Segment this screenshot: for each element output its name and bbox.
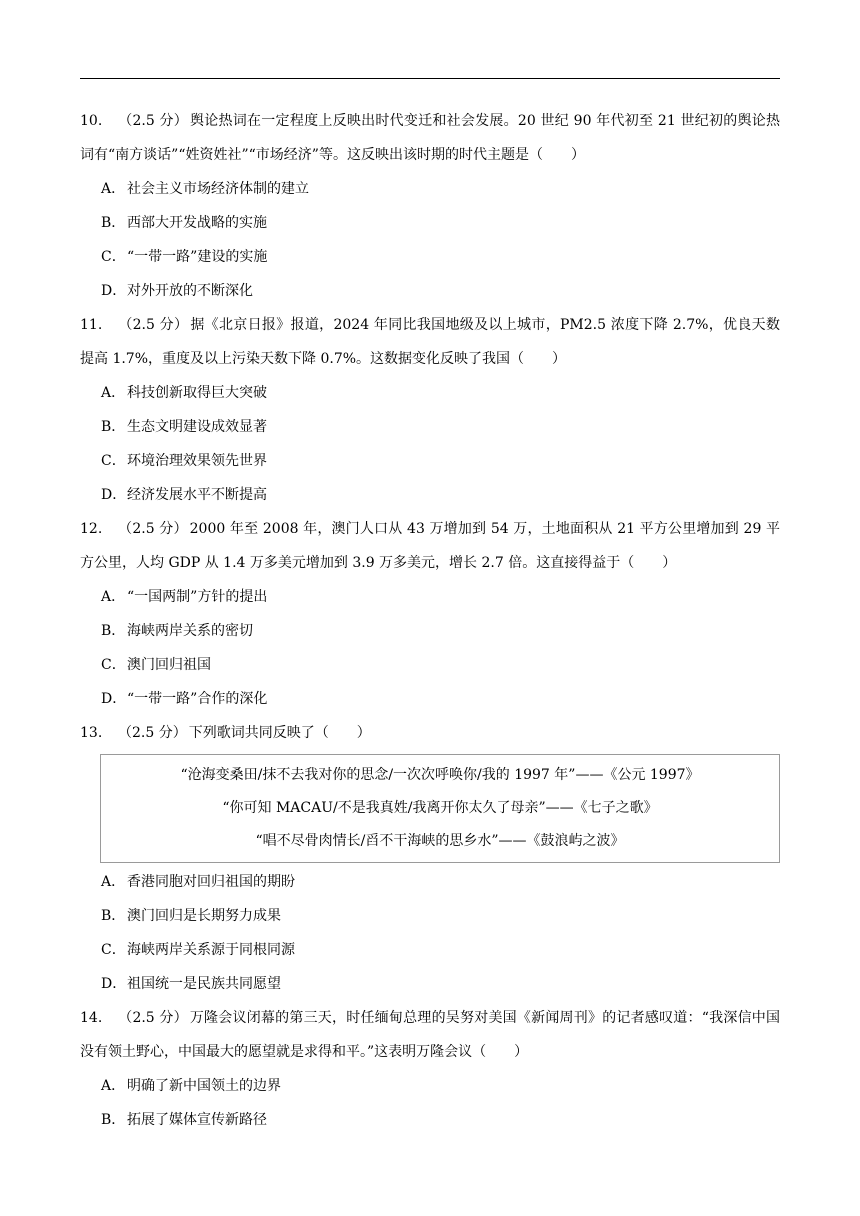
option-letter: C．: [101, 249, 126, 265]
lyric-line: “唱不尽骨肉情长/舀不干海峡的思乡水”——《鼓浪屿之波》: [255, 833, 625, 849]
question-number: 10.: [80, 113, 103, 129]
option-b[interactable]: [80, 1103, 780, 1137]
option-text: 海峡两岸关系源于同根同源: [127, 942, 295, 958]
question-stem: [80, 308, 780, 376]
question-11: [80, 308, 780, 512]
option-letter: A．: [101, 589, 126, 605]
lyric-line: “沧海变桑田/抹不去我对你的思念/一次次呼唤你/我的 1997 年”——《公元 1997》: [180, 767, 700, 783]
question-stem: [80, 512, 780, 580]
option-c[interactable]: [80, 240, 780, 274]
option-text: “一国两制”方针的提出: [127, 589, 268, 605]
option-text: “一带一路”合作的深化: [127, 691, 268, 707]
header-rule: [80, 78, 780, 79]
option-text: 西部大开发战略的实施: [127, 215, 267, 231]
option-text: 科技创新取得巨大突破: [127, 385, 267, 401]
question-number: 14.: [80, 1010, 103, 1026]
option-letter: A．: [101, 1078, 126, 1094]
option-text: 生态文明建设成效显著: [127, 419, 267, 435]
question-text: 下列歌词共同反映了（ ）: [188, 725, 371, 741]
option-letter: B．: [101, 215, 126, 231]
question-text: 万隆会议闭幕的第三天，时任缅甸总理的吴努对美国《新闻周刊》的记者感叹道：“我深信中国没有领土野心，中国最大的愿望就是求得和平。”这表明万隆会议（ ）: [80, 1010, 781, 1060]
option-text: 社会主义市场经济体制的建立: [127, 181, 309, 197]
question-text: 舆论热词在一定程度上反映出时代变迁和社会发展。20 世纪 90 年代初至 21 世纪初的舆论热词有“南方谈话”“姓资姓社”“市场经济”等。这反映出该时期的时代主题是（ ）: [80, 113, 780, 163]
option-letter: C．: [101, 453, 126, 469]
option-b[interactable]: [80, 614, 780, 648]
option-letter: D．: [101, 283, 127, 299]
option-letter: D．: [101, 976, 127, 992]
option-letter: A．: [101, 181, 126, 197]
option-text: “一带一路”建设的实施: [127, 249, 268, 265]
question-number: 13.: [80, 725, 103, 741]
option-letter: A．: [101, 874, 126, 890]
option-text: 祖国统一是民族共同愿望: [127, 976, 281, 992]
option-a[interactable]: [80, 580, 780, 614]
option-text: 澳门回归是长期努力成果: [127, 908, 281, 924]
question-score: （2.5 分）: [118, 521, 188, 537]
question-12: [80, 512, 780, 716]
question-number: 11.: [80, 317, 103, 333]
question-number: 12.: [80, 521, 103, 537]
lyric-line: “你可知 MACAU/不是我真姓/我离开你太久了母亲”——《七子之歌》: [222, 800, 658, 816]
lyrics-box: [100, 754, 780, 863]
question-stem: [80, 104, 780, 172]
option-text: 明确了新中国领土的边界: [127, 1078, 281, 1094]
option-b[interactable]: [80, 410, 780, 444]
question-text: 据《北京日报》报道，2024 年同比我国地级及以上城市，PM2.5 浓度下降 2.7%，优良天数提高 1.7%，重度及以上污染天数下降 0.7%。这数据变化反映了我国（ ）: [80, 317, 780, 367]
question-stem: [80, 1001, 780, 1069]
option-letter: B．: [101, 1112, 126, 1128]
question-13: [80, 716, 780, 1001]
option-letter: B．: [101, 908, 126, 924]
option-text: 拓展了媒体宣传新路径: [127, 1112, 267, 1128]
question-score: （2.5 分）: [118, 317, 189, 333]
option-letter: D．: [101, 487, 127, 503]
question-14: [80, 1001, 780, 1137]
option-b[interactable]: [80, 206, 780, 240]
question-text: 2000 年至 2008 年，澳门人口从 43 万增加到 54 万，土地面积从 21 平方公里增加到 29 平方公里，人均 GDP 从 1.4 万多美元增加到 3.9 万多美元，增长 2.7 倍。这直接得益于（ ）: [80, 521, 780, 571]
option-d[interactable]: [80, 478, 780, 512]
question-stem: [80, 716, 780, 750]
option-letter: B．: [101, 623, 126, 639]
option-letter: B．: [101, 419, 126, 435]
option-a[interactable]: [80, 172, 780, 206]
question-score: （2.5 分）: [118, 725, 187, 741]
option-c[interactable]: [80, 648, 780, 682]
option-letter: D．: [101, 691, 127, 707]
option-text: 澳门回归祖国: [127, 657, 211, 673]
option-c[interactable]: [80, 933, 780, 967]
option-text: 海峡两岸关系的密切: [127, 623, 253, 639]
option-d[interactable]: [80, 682, 780, 716]
question-score: （2.5 分）: [118, 113, 189, 129]
option-d[interactable]: [80, 274, 780, 308]
option-d[interactable]: [80, 967, 780, 1001]
option-letter: C．: [101, 657, 126, 673]
option-letter: C．: [101, 942, 126, 958]
option-text: 经济发展水平不断提高: [127, 487, 267, 503]
question-score: （2.5 分）: [118, 1010, 188, 1026]
question-list: [80, 104, 780, 1137]
option-text: 对外开放的不断深化: [127, 283, 253, 299]
option-a[interactable]: [80, 865, 780, 899]
option-c[interactable]: [80, 444, 780, 478]
question-10: [80, 104, 780, 308]
option-a[interactable]: [80, 376, 780, 410]
option-text: 环境治理效果领先世界: [127, 453, 267, 469]
option-a[interactable]: [80, 1069, 780, 1103]
option-text: 香港同胞对回归祖国的期盼: [127, 874, 295, 890]
option-letter: A．: [101, 385, 126, 401]
option-b[interactable]: [80, 899, 780, 933]
